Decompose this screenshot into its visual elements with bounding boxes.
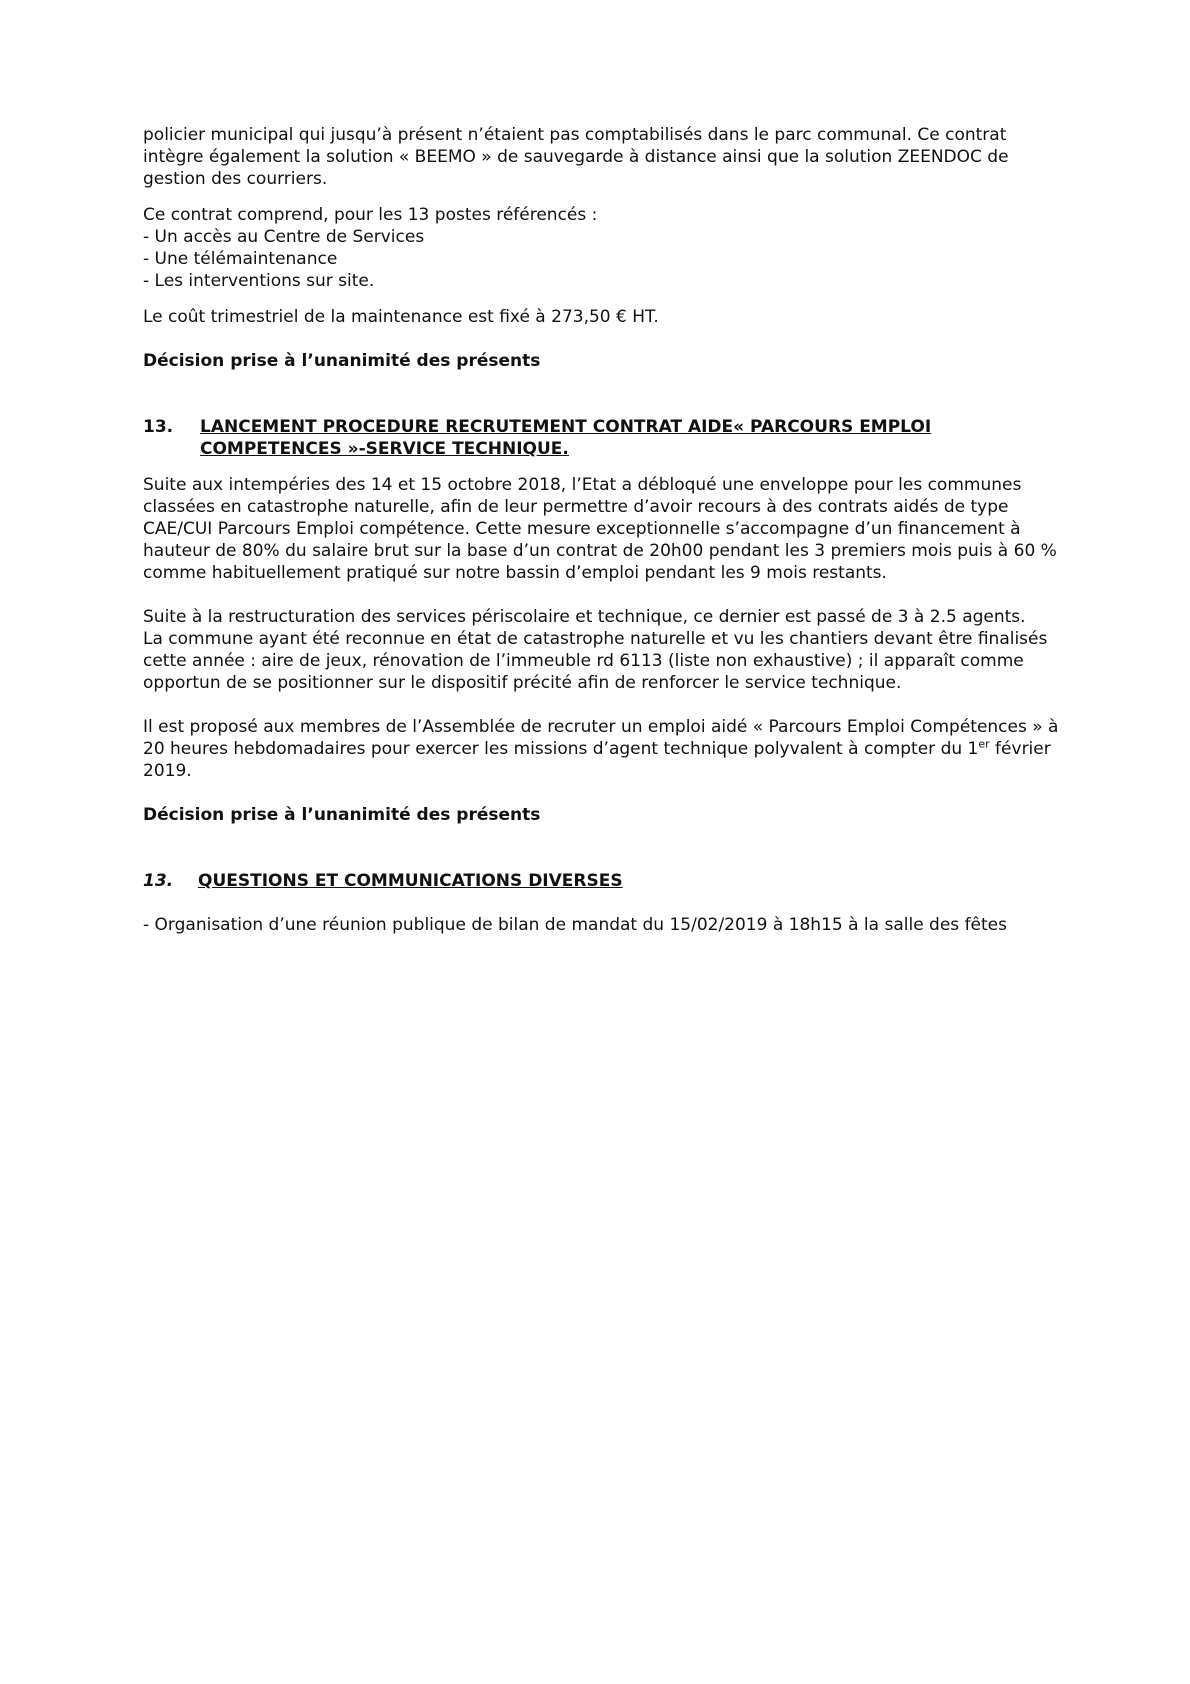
intro-paragraph: policier municipal qui jusqu’à présent n’étaient pas comptabilisés dans le parc communal. Ce contrat intègre également la solution « BEEMO » de sauvegarde à distance ainsi que la solution ZEENDOC de gestion des courriers. bbox=[143, 125, 1009, 189]
proposal-paragraph bbox=[143, 716, 1063, 782]
section-paragraph: La commune ayant été reconnue en état de catastrophe naturelle et vu les chantiers devant être finalisés cette année : aire de jeux, rénovation de l’immeuble rd 6113 (liste non exhaustive) ; il apparaît comme opportun de se positionner sur le dispositif précité afin de renforcer le service technique. bbox=[143, 629, 1048, 693]
contract-scope-paragraph: Ce contrat comprend, pour les 13 postes référencés : bbox=[143, 205, 598, 225]
decision-statement: Décision prise à l’unanimité des présents bbox=[143, 351, 541, 371]
ordinal-superscript: er bbox=[978, 737, 990, 751]
decision-statement: Décision prise à l’unanimité des présents bbox=[143, 805, 541, 825]
list-item: - Organisation d’une réunion publique de bilan de mandat du 15/02/2019 à 18h15 à la salle des fêtes bbox=[143, 915, 1007, 935]
section-number: 13. bbox=[143, 871, 174, 891]
document-page bbox=[143, 124, 1063, 936]
section-number: 13. bbox=[143, 417, 174, 437]
section-heading bbox=[143, 870, 1063, 892]
maintenance-cost: Le coût trimestriel de la maintenance est fixé à 273,50 € HT. bbox=[143, 307, 659, 327]
services-list bbox=[143, 226, 1063, 292]
section-title-line: COMPETENCES »-SERVICE TECHNIQUE. bbox=[200, 439, 569, 459]
section-paragraph: Suite aux intempéries des 14 et 15 octobre 2018, l’Etat a débloqué une enveloppe pour les communes classées en catastrophe naturelle, afin de leur permettre d’avoir recours à des contrats aidés de type CAE/CUI Parcours Emploi compétence. Cette mesure exceptionnelle s’accompagne d’un financement à hauteur de 80% du salaire brut sur la base d’un contrat de 20h00 pendant les 3 premiers mois puis à 60 % comme habituellement pratiqué sur notre bassin d’emploi pendant les 9 mois restants. bbox=[143, 475, 1057, 583]
section-heading bbox=[143, 416, 1063, 460]
section-paragraph: Suite à la restructuration des services périscolaire et technique, ce dernier est passé de 3 à 2.5 agents. bbox=[143, 607, 1026, 627]
section-title-line: LANCEMENT PROCEDURE RECRUTEMENT CONTRAT AIDE« PARCOURS EMPLOI bbox=[200, 417, 932, 437]
section-title: QUESTIONS ET COMMUNICATIONS DIVERSES bbox=[198, 871, 623, 891]
section-title bbox=[200, 416, 931, 460]
list-item: - Une télémaintenance bbox=[143, 249, 338, 269]
proposal-text: Il est proposé aux membres de l’Assemblée de recruter un emploi aidé « Parcours Emploi Compétences » à 20 heures hebdomadaires pour exercer les missions d’agent technique polyvalent à compter du 1 bbox=[143, 717, 1059, 759]
list-item: - Les interventions sur site. bbox=[143, 271, 375, 291]
proposal-date: février 2019. bbox=[143, 739, 1051, 781]
list-item: - Un accès au Centre de Services bbox=[143, 227, 425, 247]
